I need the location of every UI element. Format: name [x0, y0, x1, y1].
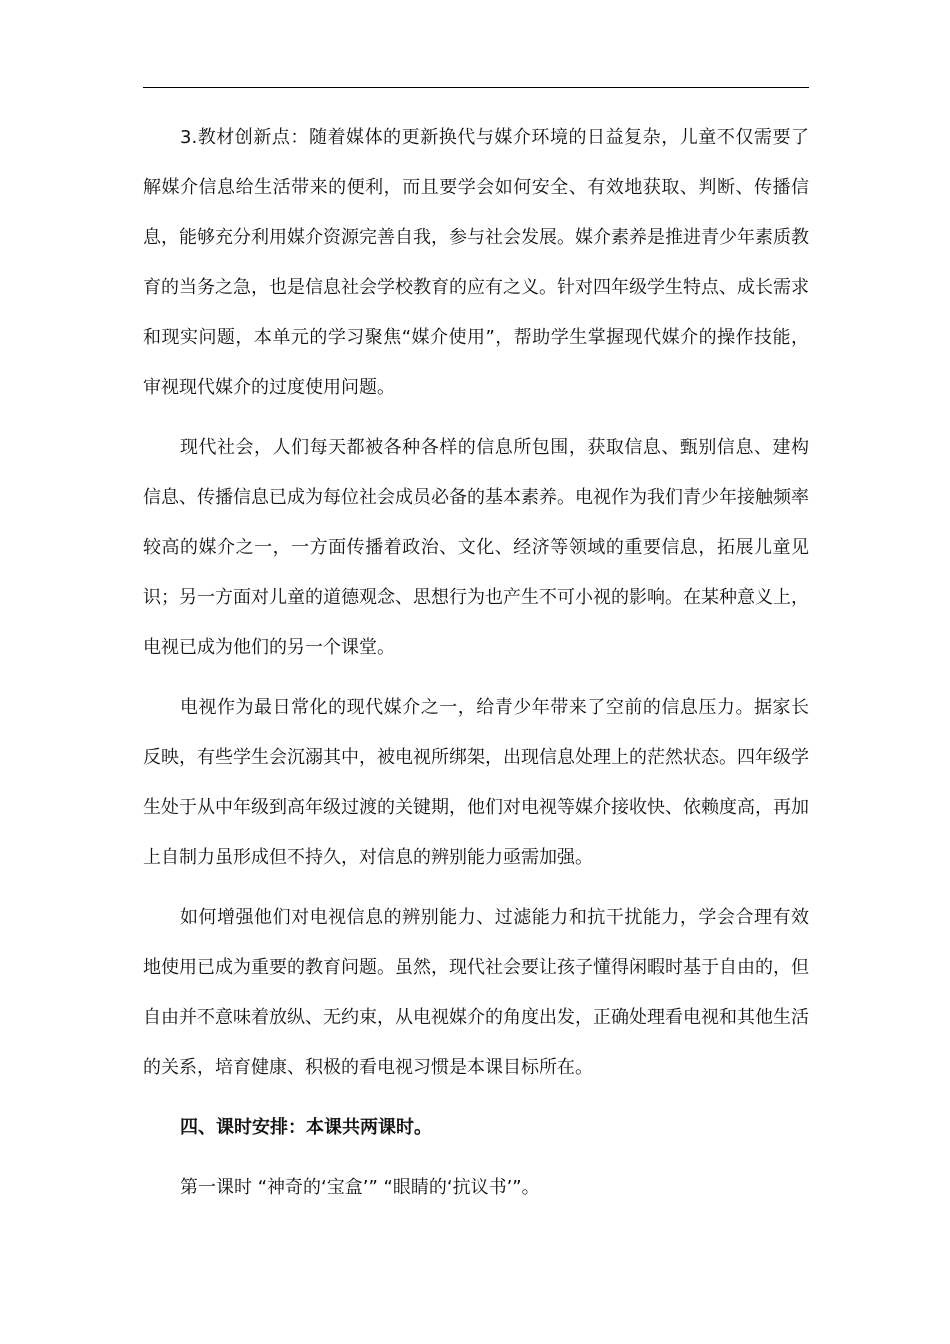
paragraph-how-to: 如何增强他们对电视信息的辨别能力、过滤能力和抗干扰能力，学会合理有效地使用已成为重要的教育问题。虽然，现代社会要让孩子懂得闲暇时基于自由的，但自由并不意味着放纵、无约束，从电视媒介的角度出发，正确处理看电视和其他生活的关系，培育健康、积极的看电视习惯是本课目标所在。: [143, 907, 809, 1078]
document-body: [143, 113, 809, 1213]
header-rule: [143, 87, 809, 88]
paragraph-tv-pressure: 电视作为最日常化的现代媒介之一，给青少年带来了空前的信息压力。据家长反映，有些学生会沉溺其中，被电视所绑架，出现信息处理上的茫然状态。四年级学生处于从中年级到高年级过渡的关键期，他们对电视等媒介接收快、依赖度高，再加上自制力虽形成但不持久，对信息的辨别能力亟需加强。: [143, 697, 809, 868]
schedule-heading: 四、课时安排：本课共两课时。: [180, 1117, 432, 1138]
paragraph-innovation: 3.教材创新点：随着媒体的更新换代与媒介环境的日益复杂，儿童不仅需要了解媒介信息给生活带来的便利，而且要学会如何安全、有效地获取、判断、传播信息，能够充分利用媒介资源完善自我，参与社会发展。媒介素养是推进青少年素质教育的当务之急，也是信息社会学校教育的应有之义。针对四年级学生特点、成长需求和现实问题，本单元的学习聚焦“媒介使用”，帮助学生掌握现代媒介的操作技能，审视现代媒介的过度使用问题。: [143, 127, 809, 398]
paragraph-modern-society: 现代社会，人们每天都被各种各样的信息所包围，获取信息、甄别信息、建构信息、传播信息已成为每位社会成员必备的基本素养。电视作为我们青少年接触频率较高的媒介之一，一方面传播着政治、文化、经济等领域的重要信息，拓展儿童见识；另一方面对儿童的道德观念、思想行为也产生不可小视的影响。在某种意义上，电视已成为他们的另一个课堂。: [143, 437, 809, 658]
lesson-one-line: 第一课时 “神奇的‘宝盒’” “眼睛的‘抗议书’”。: [180, 1177, 540, 1198]
